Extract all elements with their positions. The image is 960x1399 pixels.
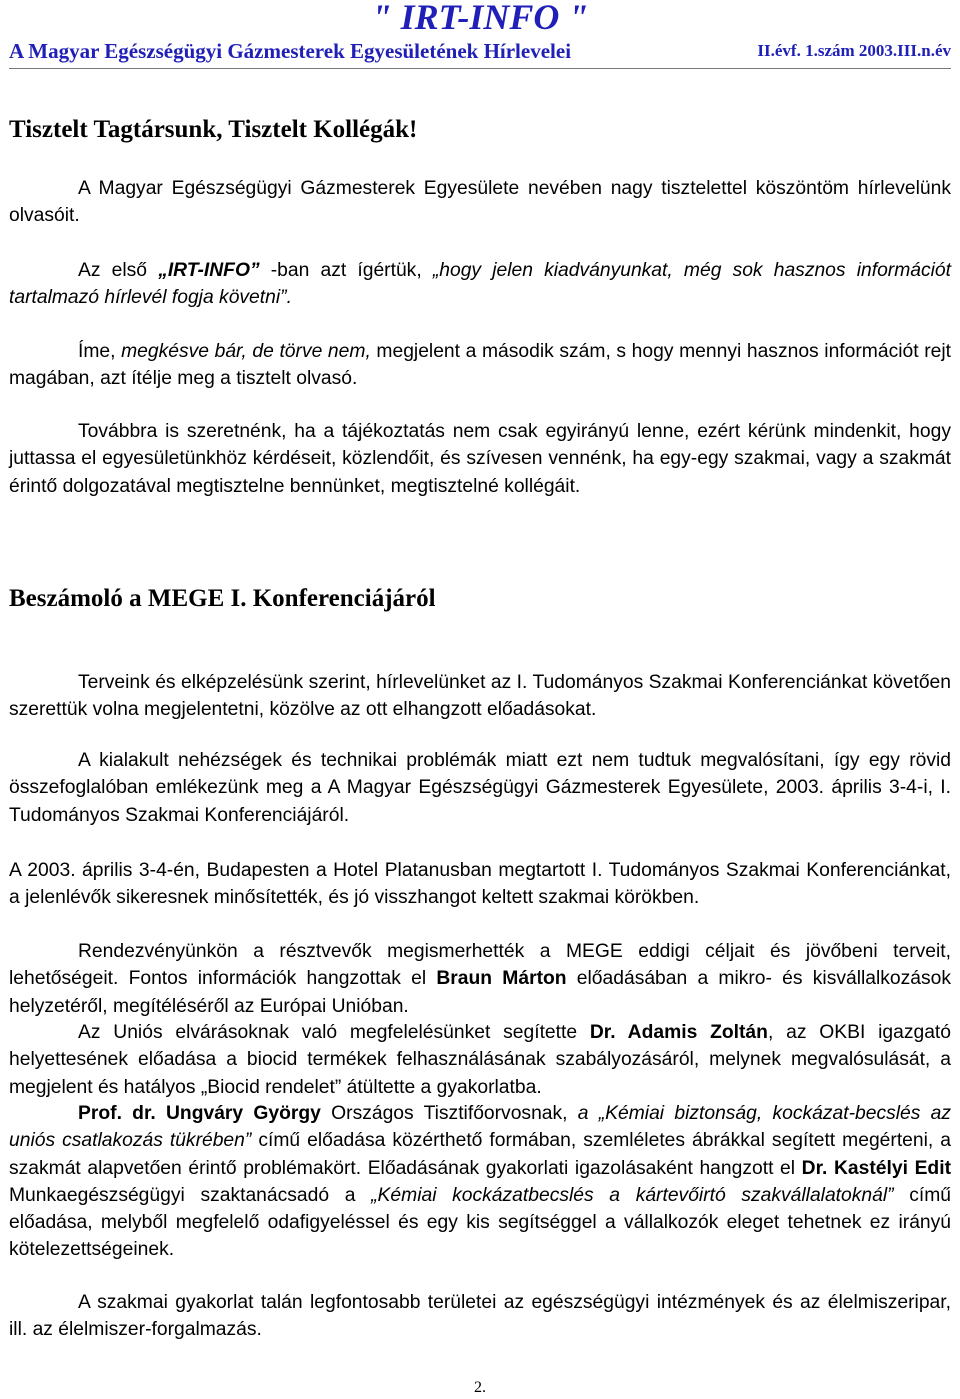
intro-paragraph-4: Továbbra is szeretnénk, ha a tájékoztatás nem csak egyirányú lenne, ezért kérünk mindenkit, hogy juttassa el egyesületünkhöz kérdéseit, közlendőit, és szívesen vennénk, ha egy-egy szakmai, vagy a szakmát érintő dolgozatával megtisztelne bennünket, megtisztelné kollégáit. xyxy=(9,421,951,497)
issue-info: II.évf. 1.szám 2003.III.n.év xyxy=(757,41,951,60)
speaker-ungvary: Prof. dr. Ungváry György xyxy=(78,1103,321,1124)
report-paragraph-6 xyxy=(9,1100,951,1264)
report-p5-text-c: , az OKBI igazgató helyettesének előadása a biocid termékek felhasználásának szabályozásáról, melynek megvalósulását, a megjelent és hatályos „Biocid rendelet” átültette a gyakorlatba. xyxy=(9,1022,952,1098)
report-paragraph-5 xyxy=(9,1019,951,1101)
lecture-title-1: a „Kémiai biztonság, kockázat-becslés az uniós csatlakozás tükrében” xyxy=(9,1103,951,1152)
intro-p2-quote: „hogy jelen kiadványunkat, még sok hasznos információt tartalmazó hírlevél fogja követni”. xyxy=(9,260,951,309)
report-p6-text-h: című előadása, melyből megfelelő odafigyeléssel és egy kis segítséggel a vállalkozók eleget tehetnek ez irányú kötelezettségeinek. xyxy=(9,1184,952,1261)
intro-p3-italic: megkésve bár, de törve nem, xyxy=(121,341,371,362)
report-p6-text-b: Országos Tisztifőorvosnak, xyxy=(320,1103,578,1124)
report-paragraph-3: A 2003. április 3-4-én, Budapesten a Hotel Platanusban megtartott I. Tudományos Szakmai Konferenciánkat, a jelenlévők sikeresnek minősítették, és jó visszhangot keltett szakmai körökben. xyxy=(9,860,951,909)
report-p5-text-a: Az Uniós elvárásoknak való megfelelésünket segítette xyxy=(78,1022,590,1043)
intro-p2-text-a: Az első xyxy=(78,260,159,281)
intro-paragraph-3 xyxy=(9,338,951,393)
header-divider xyxy=(9,68,951,69)
lecture-title-2: „Kémiai kockázatbecslés a kártevőirtó szakvállalatoknál” xyxy=(371,1184,894,1206)
intro-p2-text-c: -ban azt ígértük, xyxy=(259,260,433,281)
report-p6-text-d: című előadása közérthető formában, szemléletes ábrákkal segített megérteni, a szakmát alapvetően érintő problémakört. Előadásának gyakorlati igazolásaként hangzott el xyxy=(9,1130,951,1179)
speaker-adamis: Dr. Adamis Zoltán xyxy=(589,1022,768,1043)
report-paragraph-1: Terveink és elképzelésünk szerint, hírlevelünket az I. Tudományos Szakmai Konferenciánkat követően szerettük volna megjelentetni, közölve az ott elhangzott előadásokat. xyxy=(9,672,951,721)
speaker-braun: Braun Márton xyxy=(436,968,567,990)
page-number: 2. xyxy=(474,1379,486,1396)
newsletter-title: " IRT-INFO " xyxy=(371,0,589,37)
report-paragraph-7: A szakmai gyakorlat talán legfontosabb területei az egészségügyi intézmények és az élelmiszeripar, ill. az élelmiszer-forgalmazás. xyxy=(9,1292,951,1341)
intro-p3-text-c: megjelent a második szám, s hogy mennyi hasznos információt rejt magában, azt ítélje meg a tisztelt olvasó. xyxy=(9,341,951,390)
report-paragraph-2: A kialakult nehézségek és technikai problémák miatt ezt nem tudtuk megvalósítani, így egy rövid összefoglalóban emlékezünk meg a A Magyar Egészségügyi Gázmesterek Egyesülete, 2003. április 3-4-i, I. Tudományos Szakmai Konferenciájáról. xyxy=(9,750,951,826)
intro-p3-text-a: Íme, xyxy=(78,341,122,362)
report-p6-text-f: Munkaegészségügyi szaktanácsadó a xyxy=(9,1184,372,1206)
intro-paragraph-1: A Magyar Egészségügyi Gázmesterek Egyesülete nevében nagy tisztelettel köszöntöm hírlevelünk olvasóit. xyxy=(9,178,951,227)
newsletter-subtitle: A Magyar Egészségügyi Gázmesterek Egyesületének Hírlevelei xyxy=(9,39,572,63)
irt-info-name: „IRT-INFO” xyxy=(158,260,260,281)
intro-paragraph-2 xyxy=(9,257,951,312)
report-p4-text-a: Rendezvényünkön a résztvevők megismerhették a MEGE eddigi céljait és jövőbeni terveit, lehetőségeit. Fontos információk hangzottak el xyxy=(9,941,951,990)
section-heading: Beszámoló a MEGE I. Konferenciájáról xyxy=(9,585,436,612)
report-p4-text-c: előadásában a mikro- és kisvállalkozások helyzetéről, megítéléséről az Európai Unióban. xyxy=(9,968,952,1017)
greeting-heading: Tisztelt Tagtársunk, Tisztelt Kollégák! xyxy=(9,116,418,143)
report-paragraph-4 xyxy=(9,938,951,1020)
speaker-kastelyi: Dr. Kastélyi Edit xyxy=(801,1157,951,1179)
